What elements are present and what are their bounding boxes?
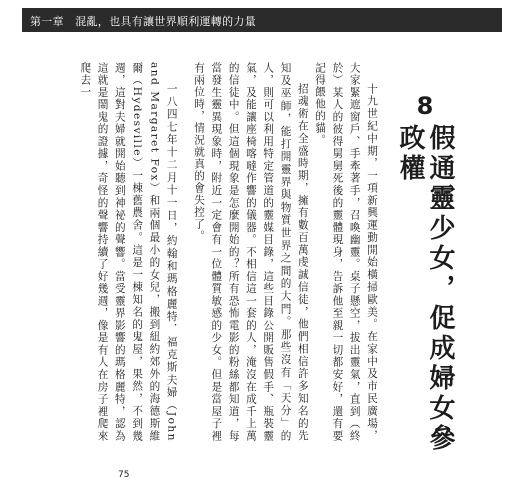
- chapter-heading: [395, 92, 455, 472]
- chapter-title: 假通靈少女，促成婦女參政權: [395, 124, 455, 454]
- page-number: 75: [118, 470, 130, 480]
- paragraph: 一八四七年十二月十一日，約翰和瑪格麗特．福克斯夫婦（John and Margaret Fox）和兩個最小的女兒，搬到紐約郊外的海德斯維爾（Hydesville）一棟舊農舍。這是一棟知名的鬼屋，果然，不到幾週，這對夫婦就開始聽到神祕的聲響。當受靈界影響的瑪格麗特，認為這就是鬧鬼的證據，奇怪的聲響持續了好幾週，像是有人在房子裡爬來爬去一: [79, 62, 178, 442]
- paragraph: 招魂術在全盛時期，擁有數百萬虔誠信徒，他們相信許多知名的先知及巫師，能打開靈界與物質世界之間的大門。那些沒有「天分」的人，則可以利用特定管道的靈媒目錄，這些目錄公開販售假手、瓶裝靈氣，及能讓座椅喀噠作響的儀器。不相信這一套的人，淹沒在成千上萬的信徒中。但這個現象是怎麼開始的？所有恐怖電影的粉絲都知道，每當發生靈異現象時，附近一定會有一位體質敏感的少女。但是當屋子裡有兩位時，情況就真的會失控了。: [193, 62, 309, 442]
- paragraph: 十九世紀中期，一項新興運動開始橫掃歐美。在家中及市民廣場，大家緊遮窗戶、手牽著手，召喚幽靈。桌子懸空，拔出靈氣，直到（終於）某人的彼得舅舅死後的靈體現身，告訴他至親一切都安好，還有要記得餵他的貓。: [314, 62, 378, 442]
- running-header-title: 第一章 混亂，也具有讓世界順利運轉的力量: [30, 15, 256, 28]
- chapter-number: 8: [416, 92, 434, 120]
- body-text: [79, 62, 380, 442]
